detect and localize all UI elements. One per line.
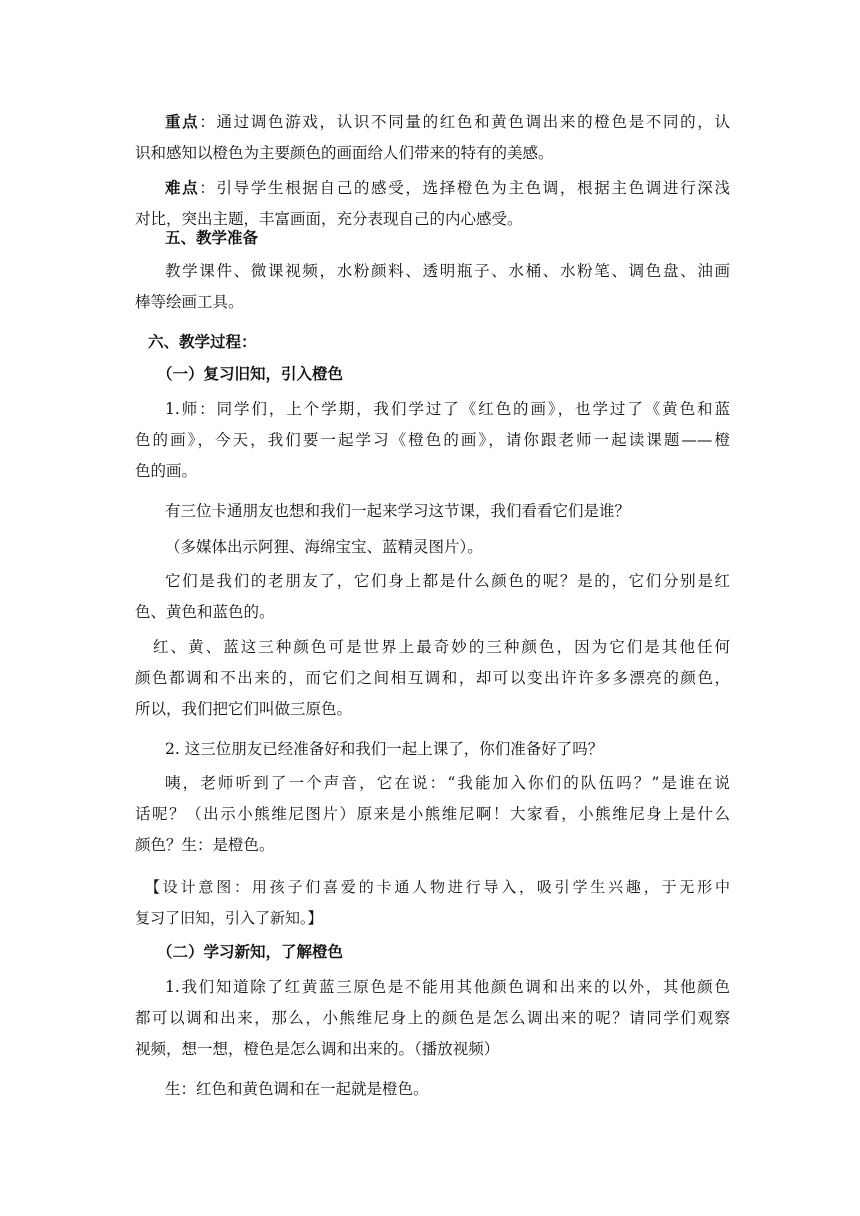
key-point-label: 重点 — [165, 112, 200, 131]
part1-p1 — [135, 394, 730, 487]
design-intent-line-2: 复习了旧知，引入了新知。】 — [135, 909, 323, 927]
part1-p4 — [135, 566, 730, 628]
part1-heading: （一）复习旧知，引入橙色 — [157, 364, 344, 383]
part2-p1 — [135, 972, 730, 1065]
part1-p5-line-2: 颜色都调和不出来的，而它们之间相互调和，却可以变出许许多多漂亮的颜色， — [135, 669, 730, 687]
part1-p7-line-1: 咦，老师听到了一个声音，它在说：“我能加入你们的队伍吗？”是谁在说 — [165, 774, 730, 792]
part2-p2-line-1: 生：红色和黄色调和在一起就是橙色。 — [165, 1080, 429, 1098]
section5-line-2: 棒等绘画工具。 — [135, 293, 244, 311]
part2-heading: （二）学习新知，了解橙色 — [157, 942, 344, 961]
part2-p1-line-3: 视频，想一想，橙色是怎么调和出来的。（播放视频） — [135, 1040, 500, 1058]
design-intent-line-1: 【设计意图：用孩子们喜爱的卡通人物进行导入，吸引学生兴趣，于无形中 — [145, 878, 730, 896]
part2-p1-line-1: 1.我们知道除了红黄蓝三原色是不能用其他颜色调和出来的以外，其他颜色 — [165, 978, 730, 996]
part2-p2 — [135, 1074, 730, 1105]
part1-p6 — [135, 734, 730, 765]
difficulty-line-2: 对比，突出主题，丰富画面，充分表现自己的内心感受。 — [135, 210, 523, 228]
part1-p2-line-1: 有三位卡通朋友也想和我们一起来学习这节课，我们看看它们是谁？ — [165, 502, 631, 520]
part1-p2 — [135, 496, 730, 527]
key-point-line-2: 识和感知以橙色为主要颜色的画面给人们带来的特有的美感。 — [135, 144, 554, 162]
difficulty-label: 难点 — [165, 178, 200, 197]
part1-p7-line-3: 颜色？生：是橙色。 — [135, 836, 275, 854]
difficulty-line-1: 难点：引导学生根据自己的感受，选择橙色为主色调，根据主色调进行深浅 — [165, 178, 730, 197]
part2-p1-line-2: 都可以调和出来，那么，小熊维尼身上的颜色是怎么调出来的呢？请同学们观察 — [135, 1009, 730, 1027]
part1-p5-line-3: 所以，我们把它们叫做三原色。 — [135, 700, 353, 718]
part1-p5 — [135, 632, 730, 725]
section5-line-1: 教学课件、微课视频，水粉颜料、透明瓶子、水桶、水粉笔、调色盘、油画 — [165, 262, 730, 280]
part1-p1-line-3: 色的画。 — [135, 462, 198, 480]
section5-paragraph — [135, 256, 730, 318]
part1-p4-line-1: 它们是我们的老朋友了，它们身上都是什么颜色的呢？是的，它们分别是红 — [165, 572, 730, 590]
part1-p7 — [135, 768, 730, 861]
design-intent-note — [135, 872, 730, 934]
section5-heading: 五、教学准备 — [165, 228, 259, 247]
key-point-line-1: 重点：通过调色游戏，认识不同量的红色和黄色调出来的橙色是不同的，认 — [165, 112, 730, 131]
part1-p6-line-1: 2. 这三位朋友已经准备好和我们一起上课了，你们准备好了吗？ — [165, 740, 604, 758]
part1-p1-line-1: 1.师：同学们，上个学期，我们学过了《红色的画》，也学过了《黄色和蓝 — [165, 400, 730, 418]
part1-p4-line-2: 色、黄色和蓝色的。 — [135, 603, 275, 621]
part1-p3 — [135, 532, 730, 563]
part1-p7-line-2: 话呢？（出示小熊维尼图片）原来是小熊维尼啊！大家看，小熊维尼身上是什么 — [135, 805, 730, 823]
part1-p1-line-2: 色的画》，今天，我们要一起学习《橙色的画》，请你跟老师一起读课题——橙 — [135, 431, 730, 449]
part1-p5-line-1: 红、黄、蓝这三种颜色可是世界上最奇妙的三种颜色，因为它们是其他任何 — [153, 638, 730, 656]
key-point-paragraph — [135, 106, 730, 169]
part1-p3-line-1: （多媒体出示阿狸、海绵宝宝、蓝精灵图片）。 — [165, 538, 483, 556]
section6-heading: 六、教学过程： — [148, 332, 257, 351]
